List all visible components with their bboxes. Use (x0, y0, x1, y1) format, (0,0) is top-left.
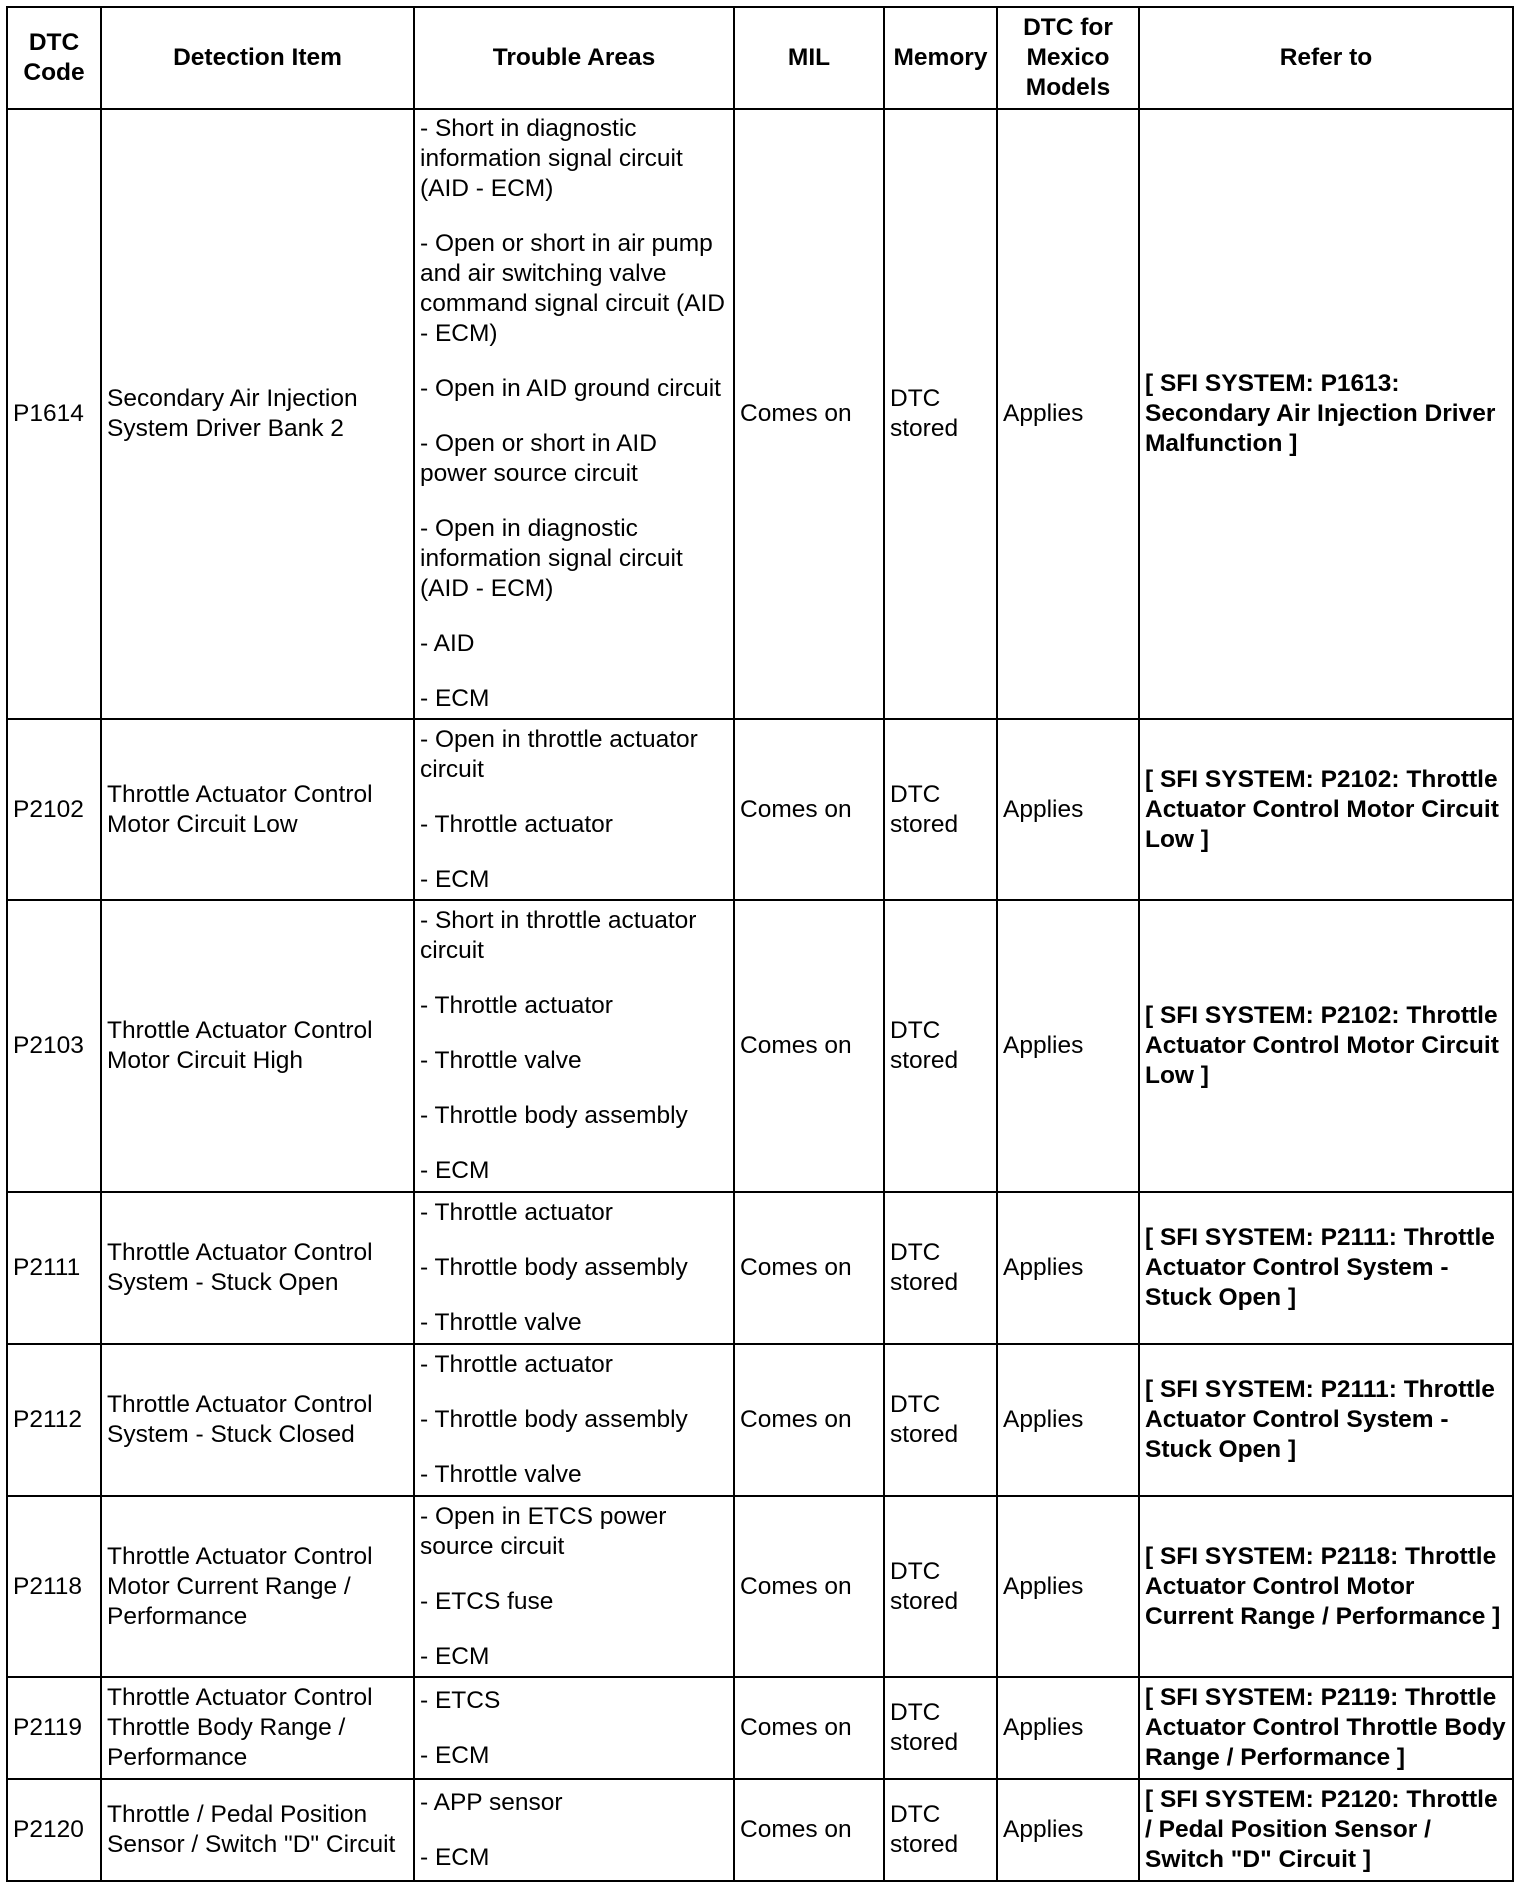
detection-item: Throttle Actuator Control Motor Circuit High (101, 900, 414, 1192)
detection-item: Throttle Actuator Control Throttle Body Range / Performance (101, 1677, 414, 1779)
table-row (7, 1779, 1513, 1881)
mexico-models: Applies (997, 1496, 1139, 1677)
mexico-models: Applies (997, 900, 1139, 1192)
mil-status: Comes on (734, 1192, 884, 1344)
trouble-areas (414, 900, 734, 1192)
trouble-area-item: - Open in diagnostic information signal circuit (AID - ECM) (420, 515, 683, 602)
trouble-area-item: - ECM (420, 865, 490, 893)
detection-item: Throttle Actuator Control System - Stuck Closed (101, 1344, 414, 1496)
dtc-code: P2112 (7, 1344, 101, 1496)
trouble-areas (414, 109, 734, 719)
trouble-area-item: - ECM (420, 1157, 490, 1184)
trouble-area-item: - Open in AID ground circuit (420, 375, 721, 402)
trouble-areas (414, 1779, 734, 1881)
trouble-area-item: - Throttle valve (420, 1461, 582, 1488)
trouble-area-item: - Open or short in AID power source circuit (420, 430, 657, 487)
mil-status: Comes on (734, 900, 884, 1192)
trouble-area-item: - ETCS (420, 1686, 501, 1714)
trouble-areas (414, 719, 734, 900)
trouble-area-item: - APP sensor (420, 1788, 563, 1816)
mexico-models: Applies (997, 109, 1139, 719)
refer-to: [ SFI SYSTEM: P2111: Throttle Actuator Control System - Stuck Open ] (1139, 1192, 1513, 1344)
trouble-areas (414, 1344, 734, 1496)
dtc-code: P2102 (7, 719, 101, 900)
header-row (7, 7, 1513, 109)
table-row (7, 1496, 1513, 1677)
refer-to: [ SFI SYSTEM: P2118: Throttle Actuator Control Motor Current Range / Performance ] (1139, 1496, 1513, 1677)
header-dtc-code: DTC Code (7, 7, 101, 109)
mexico-models: Applies (997, 719, 1139, 900)
mexico-models: Applies (997, 1344, 1139, 1496)
memory-status: DTC stored (884, 1496, 997, 1677)
table-row (7, 719, 1513, 900)
trouble-areas (414, 1677, 734, 1779)
dtc-code: P1614 (7, 109, 101, 719)
detection-item: Throttle Actuator Control System - Stuck Open (101, 1192, 414, 1344)
trouble-area-item: - ECM (420, 1642, 490, 1670)
table-row (7, 109, 1513, 719)
dtc-code: P2118 (7, 1496, 101, 1677)
mexico-models: Applies (997, 1677, 1139, 1779)
trouble-area-item: - Throttle actuator (420, 992, 613, 1019)
dtc-table (6, 6, 1514, 1882)
trouble-area-item: - Throttle valve (420, 1309, 582, 1336)
mil-status: Comes on (734, 109, 884, 719)
dtc-code: P2111 (7, 1192, 101, 1344)
memory-status: DTC stored (884, 109, 997, 719)
memory-status: DTC stored (884, 1192, 997, 1344)
table-row (7, 1344, 1513, 1496)
trouble-area-item: - Short in throttle actuator circuit (420, 907, 697, 964)
trouble-area-item: - ECM (420, 685, 490, 712)
memory-status: DTC stored (884, 1677, 997, 1779)
mil-status: Comes on (734, 719, 884, 900)
trouble-area-item: - Throttle actuator (420, 1351, 613, 1378)
memory-status: DTC stored (884, 1344, 997, 1496)
refer-to: [ SFI SYSTEM: P1613: Secondary Air Injection Driver Malfunction ] (1139, 109, 1513, 719)
trouble-area-item: - Throttle body assembly (420, 1102, 688, 1129)
mil-status: Comes on (734, 1779, 884, 1881)
memory-status: DTC stored (884, 1779, 997, 1881)
trouble-area-item: - Open in throttle actuator circuit (420, 725, 698, 783)
detection-item: Secondary Air Injection System Driver Bank 2 (101, 109, 414, 719)
mil-status: Comes on (734, 1677, 884, 1779)
trouble-area-item: - Throttle valve (420, 1047, 582, 1074)
trouble-areas (414, 1192, 734, 1344)
dtc-code: P2120 (7, 1779, 101, 1881)
mexico-models: Applies (997, 1192, 1139, 1344)
mexico-models: Applies (997, 1779, 1139, 1881)
trouble-area-item: - Throttle actuator (420, 810, 613, 838)
table-row (7, 900, 1513, 1192)
detection-item: Throttle / Pedal Position Sensor / Switch "D" Circuit (101, 1779, 414, 1881)
refer-to: [ SFI SYSTEM: P2102: Throttle Actuator Control Motor Circuit Low ] (1139, 719, 1513, 900)
detection-item: Throttle Actuator Control Motor Current Range / Performance (101, 1496, 414, 1677)
trouble-area-item: - AID (420, 630, 475, 657)
refer-to: [ SFI SYSTEM: P2111: Throttle Actuator Control System - Stuck Open ] (1139, 1344, 1513, 1496)
refer-to: [ SFI SYSTEM: P2102: Throttle Actuator Control Motor Circuit Low ] (1139, 900, 1513, 1192)
refer-to: [ SFI SYSTEM: P2120: Throttle / Pedal Position Sensor / Switch "D" Circuit ] (1139, 1779, 1513, 1881)
table-row (7, 1677, 1513, 1779)
header-memory: Memory (884, 7, 997, 109)
mil-status: Comes on (734, 1344, 884, 1496)
trouble-area-item: - Short in diagnostic information signal circuit (AID - ECM) (420, 115, 683, 202)
header-trouble-areas: Trouble Areas (414, 7, 734, 109)
trouble-area-item: - Throttle actuator (420, 1199, 613, 1226)
header-mil: MIL (734, 7, 884, 109)
trouble-area-item: - Throttle body assembly (420, 1254, 688, 1281)
memory-status: DTC stored (884, 900, 997, 1192)
trouble-area-item: - ECM (420, 1843, 490, 1871)
header-detection-item: Detection Item (101, 7, 414, 109)
trouble-area-item: - ECM (420, 1741, 490, 1769)
header-mexico-models: DTC for Mexico Models (997, 7, 1139, 109)
dtc-code: P2119 (7, 1677, 101, 1779)
header-refer-to: Refer to (1139, 7, 1513, 109)
trouble-area-item: - Throttle body assembly (420, 1406, 688, 1433)
refer-to: [ SFI SYSTEM: P2119: Throttle Actuator Control Throttle Body Range / Performance ] (1139, 1677, 1513, 1779)
trouble-area-item: - Open in ETCS power source circuit (420, 1502, 667, 1560)
trouble-area-item: - ETCS fuse (420, 1587, 554, 1615)
memory-status: DTC stored (884, 719, 997, 900)
table-row (7, 1192, 1513, 1344)
mil-status: Comes on (734, 1496, 884, 1677)
trouble-areas (414, 1496, 734, 1677)
dtc-code: P2103 (7, 900, 101, 1192)
detection-item: Throttle Actuator Control Motor Circuit Low (101, 719, 414, 900)
trouble-area-item: - Open or short in air pump and air switching valve command signal circuit (AID - ECM) (420, 230, 725, 347)
